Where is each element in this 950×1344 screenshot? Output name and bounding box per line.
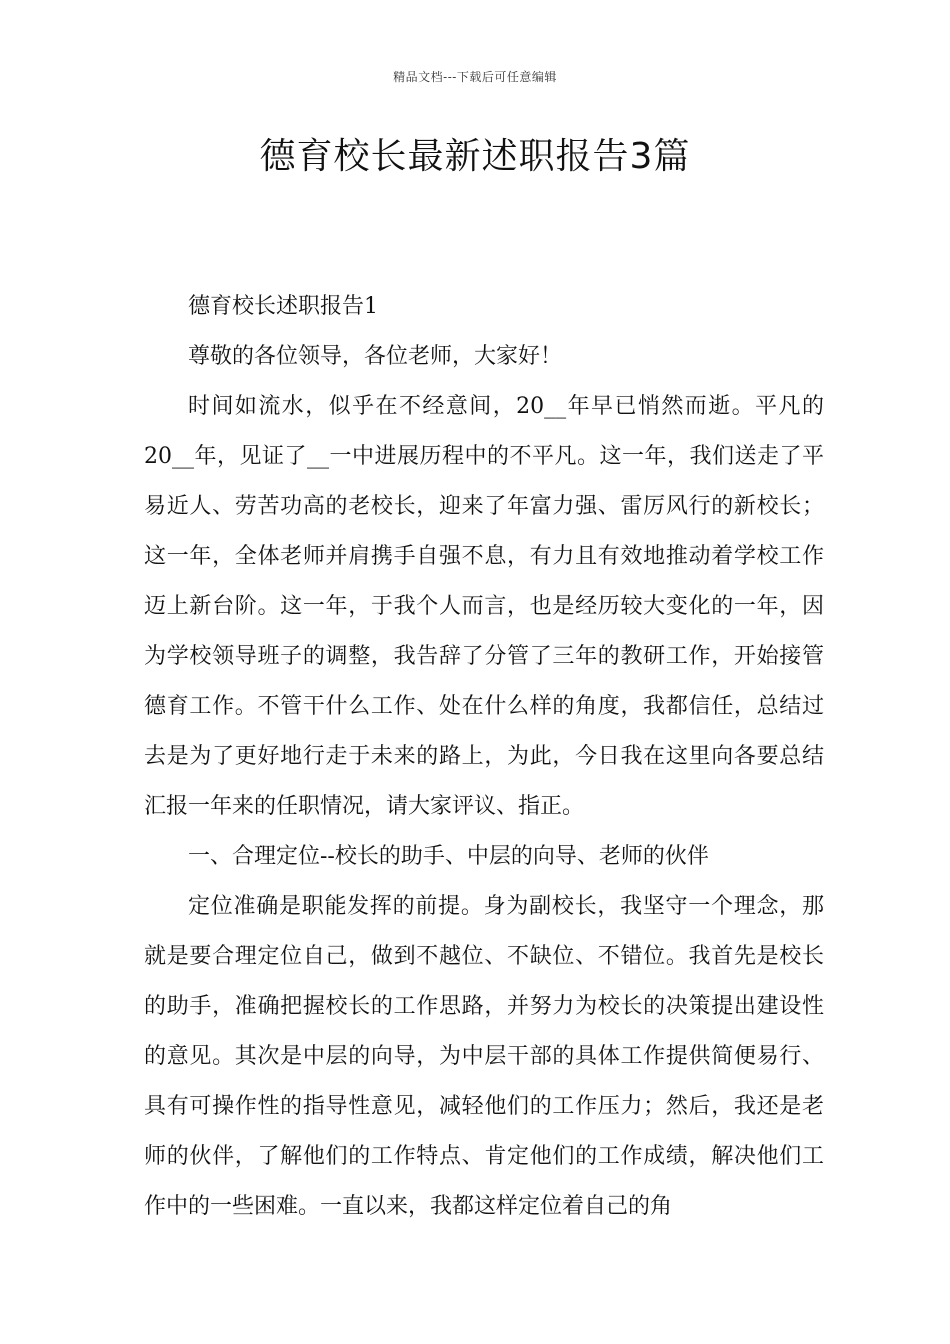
greeting-paragraph: 尊敬的各位领导，各位老师，大家好！ bbox=[188, 344, 563, 369]
body-paragraph: 定位准确是职能发挥的前提。身为副校长，我坚守一个理念，那就是要合理定位自己，做到不越位、不缺位、不错位。我首先是校长的助手，准确把握校长的工作思路，并努力为校长的决策提出建设性的意见。其次是中层的向导，为中层干部的具体工作提供简便易行、具有可操作性的指导性意见，减轻他们的工作压力；然后，我还是老师的伙伴，了解他们的工作特点、肯定他们的工作成绩，解决他们工作中的一些困难。一直以来，我都这样定位着自己的角 bbox=[144, 894, 824, 1219]
page-header-note: 精品文档---下载后可任意编辑 bbox=[393, 70, 557, 84]
section-heading: 德育校长述职报告1 bbox=[188, 294, 378, 319]
body-paragraph: 时间如流水，似乎在不经意间，20__年早已悄然而逝。平凡的20__年，见证了__一中进展历程中的不平凡。这一年，我们送走了平易近人、劳苦功高的老校长，迎来了年富力强、雷厉风行的新校长；这一年，全体老师并肩携手自强不息，有力且有效地推动着学校工作迈上新台阶。这一年，于我个人而言，也是经历较大变化的一年，因为学校领导班子的调整，我告辞了分管了三年的教研工作，开始接管德育工作。不管干什么工作、处在什么样的角度，我都信任，总结过去是为了更好地行走于未来的路上，为此，今日我在这里向各要总结汇报一年来的任职情况，请大家评议、指正。 bbox=[144, 394, 824, 819]
document-body bbox=[144, 282, 824, 1232]
subsection-heading: 一、合理定位--校长的助手、中层的向导、老师的伙伴 bbox=[188, 844, 709, 869]
document-title: 德育校长最新述职报告3篇 bbox=[259, 136, 691, 177]
